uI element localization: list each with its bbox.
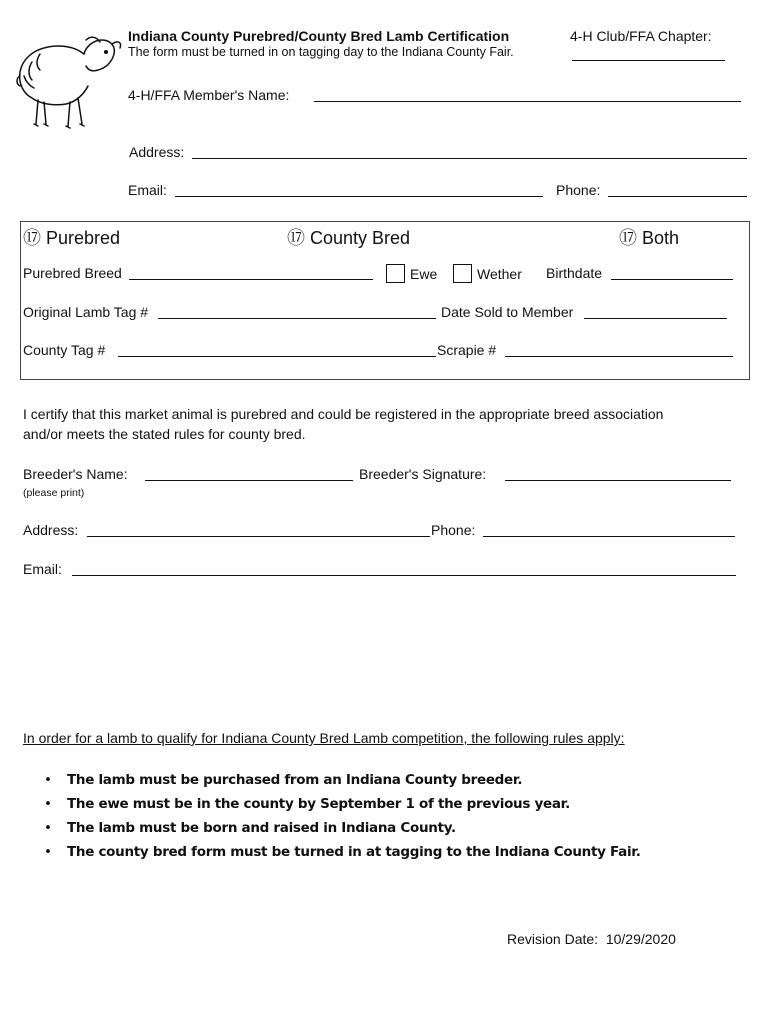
breeder-phone-field[interactable] — [483, 536, 735, 537]
member-address-label: Address: — [129, 144, 185, 160]
breeder-signature-label: Breeder's Signature: — [359, 466, 487, 482]
date-sold-label: Date Sold to Member — [441, 304, 574, 320]
wether-label: Wether — [477, 266, 522, 282]
rules-intro: In order for a lamb to qualify for Indiana County Bred Lamb competition, the following rules apply: — [23, 730, 625, 746]
county-tag-field[interactable] — [118, 356, 436, 357]
revision-date — [507, 931, 676, 947]
purebred-breed-field[interactable] — [129, 279, 373, 280]
rule-item: • The lamb must be born and raised in Indiana County. — [44, 816, 641, 840]
scrapie-label: Scrapie # — [437, 342, 497, 358]
breeder-address-field[interactable] — [87, 536, 430, 537]
member-phone-field[interactable] — [608, 196, 747, 197]
breeder-email-label: Email: — [23, 561, 62, 577]
club-chapter-label: 4-H Club/FFA Chapter: — [570, 28, 712, 44]
member-email-field[interactable] — [175, 196, 543, 197]
breeder-name-field[interactable] — [145, 480, 353, 481]
breeder-signature-field[interactable] — [505, 480, 731, 481]
club-chapter-field[interactable] — [572, 60, 725, 61]
member-name-label: 4-H/FFA Member's Name: — [128, 87, 290, 103]
ewe-label: Ewe — [410, 266, 438, 282]
rule-item: • The county bred form must be turned in at tagging to the Indiana County Fair. — [44, 840, 641, 864]
purebred-breed-label: Purebred Breed — [23, 265, 122, 281]
ewe-checkbox-box[interactable] — [386, 264, 405, 283]
revision-label: Revision Date: — [507, 931, 599, 947]
sheep-icon — [14, 32, 126, 136]
date-sold-field[interactable] — [584, 318, 727, 319]
original-tag-field[interactable] — [158, 318, 436, 319]
member-email-label: Email: — [128, 182, 167, 198]
both-option[interactable]: ⑰ Both — [619, 228, 680, 248]
ewe-checkbox[interactable] — [386, 264, 437, 283]
please-print-note: (please print) — [23, 487, 85, 499]
birthdate-field[interactable] — [611, 279, 733, 280]
member-address-field[interactable] — [192, 158, 747, 159]
certify-statement-line2: and/or meets the stated rules for county bred. — [23, 426, 306, 442]
member-phone-label: Phone: — [556, 182, 601, 198]
certify-statement-line1: I certify that this market animal is purebred and could be registered in the appropriate breed association — [23, 406, 664, 422]
form-subtitle: The form must be turned in on tagging day to the Indiana County Fair. — [128, 45, 514, 59]
purebred-option[interactable]: ⑰ Purebred — [23, 228, 121, 248]
birthdate-label: Birthdate — [546, 265, 603, 281]
breeder-address-label: Address: — [23, 522, 79, 538]
county-tag-label: County Tag # — [23, 342, 106, 358]
scrapie-field[interactable] — [505, 356, 733, 357]
rules-list — [44, 768, 641, 864]
breeder-name-label: Breeder's Name: — [23, 466, 128, 482]
wether-checkbox-box[interactable] — [453, 264, 472, 283]
form-title: Indiana County Purebred/County Bred Lamb Certification — [128, 28, 510, 44]
breeder-phone-label: Phone: — [431, 522, 476, 538]
county-bred-option[interactable]: ⑰ County Bred — [287, 228, 411, 248]
original-tag-label: Original Lamb Tag # — [23, 304, 149, 320]
rule-item: • The lamb must be purchased from an Indiana County breeder. — [44, 768, 641, 792]
wether-checkbox[interactable] — [453, 264, 522, 283]
breeder-email-field[interactable] — [72, 575, 736, 576]
rule-item: • The ewe must be in the county by September 1 of the previous year. — [44, 792, 641, 816]
revision-value: 10/29/2020 — [605, 931, 676, 947]
member-name-field[interactable] — [314, 101, 741, 102]
